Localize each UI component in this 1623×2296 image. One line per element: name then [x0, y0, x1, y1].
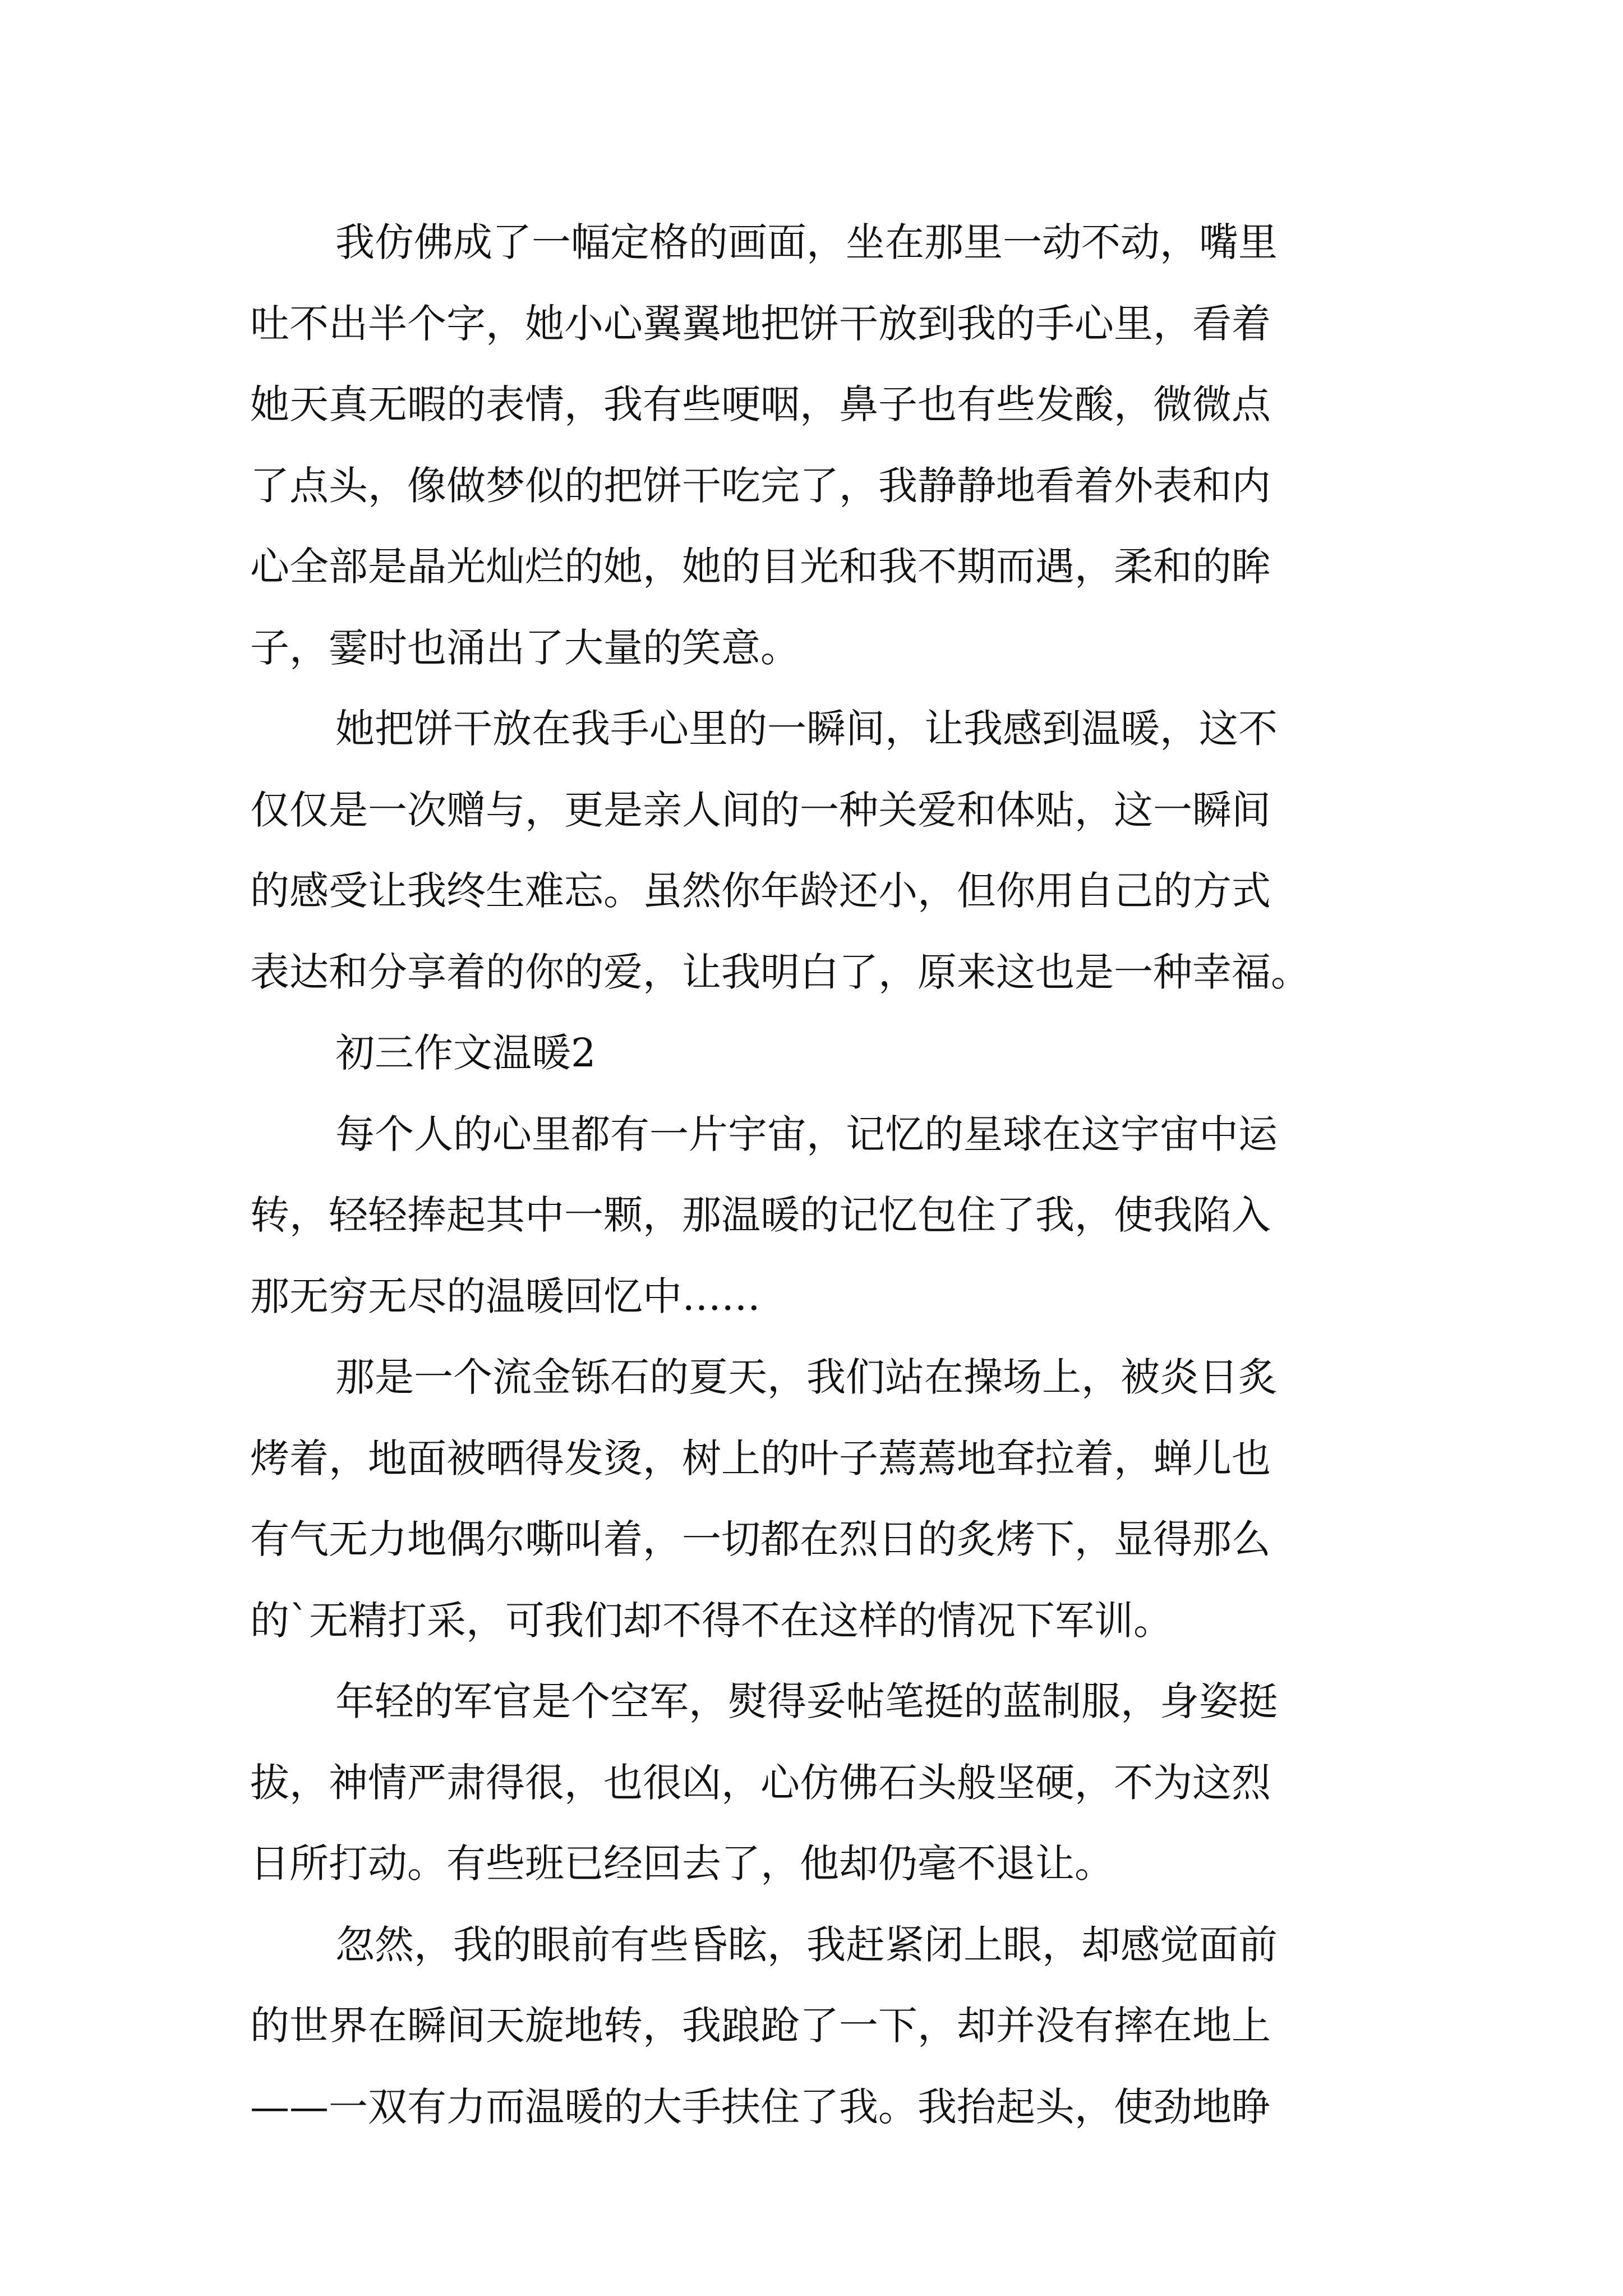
text-line: 每个人的心里都有一片宇宙，记忆的星球在这宇宙中运	[335, 1111, 1278, 1157]
text-line: 心全部是晶光灿烂的她，她的目光和我不期而遇，柔和的眸	[250, 544, 1271, 590]
text-line: 的世界在瞬间天旋地转，我踉跄了一下，却并没有摔在地上	[250, 2003, 1271, 2049]
text-line: 子，霎时也涌出了大量的笑意。	[250, 624, 800, 671]
text-line: 转，轻轻捧起其中一颗，那温暖的记忆包住了我，使我陷入	[250, 1192, 1271, 1238]
text-line: 烤着，地面被晒得发烫，树上的叶子蔫蔫地耷拉着，蝉儿也	[250, 1435, 1271, 1481]
text-line: ——一双有力而温暖的大手扶住了我。我抬起头，使劲地睁	[250, 2083, 1271, 2130]
text-line: 了点头，像做梦似的把饼干吃完了，我静静地看着外表和内	[250, 462, 1271, 509]
text-line: 的`无精打采，可我们却不得不在这样的情况下军训。	[250, 1597, 1173, 1644]
body-text	[250, 202, 1389, 2147]
text-line: 那是一个流金铄石的夏天，我们站在操场上，被炎日炙	[335, 1354, 1278, 1400]
text-line: 年轻的军官是个空军，熨得妥帖笔挺的蓝制服，身姿挺	[335, 1678, 1278, 1724]
text-line: 拔，神情严肃得很，也很凶，心仿佛石头般坚硬，不为这烈	[250, 1759, 1271, 1806]
text-line: 忽然，我的眼前有些昏眩，我赶紧闭上眼，却感觉面前	[335, 1921, 1278, 1968]
text-line: 我仿佛成了一幅定格的画面，坐在那里一动不动，嘴里	[335, 219, 1278, 265]
text-line: 那无穷无尽的温暖回忆中……	[250, 1273, 760, 1319]
text-line: 初三作文温暖2	[335, 1030, 596, 1076]
text-line: 表达和分享着的你的爱，让我明白了，原来这也是一种幸福。	[250, 949, 1310, 995]
text-line: 的感受让我终生难忘。虽然你年龄还小，但你用自己的方式	[250, 868, 1271, 914]
text-line: 她把饼干放在我手心里的一瞬间，让我感到温暖，这不	[335, 706, 1278, 752]
text-line: 仅仅是一次赠与，更是亲人间的一种关爱和体贴，这一瞬间	[250, 786, 1271, 833]
text-line: 她天真无暇的表情，我有些哽咽，鼻子也有些发酸，微微点	[250, 381, 1271, 427]
text-line: 吐不出半个字，她小心翼翼地把饼干放到我的手心里，看着	[250, 300, 1271, 347]
text-line: 有气无力地偶尔嘶叫着，一切都在烈日的炙烤下，显得那么	[250, 1516, 1271, 1562]
text-line: 日所打动。有些班已经回去了，他却仍毫不退让。	[250, 1841, 1114, 1887]
